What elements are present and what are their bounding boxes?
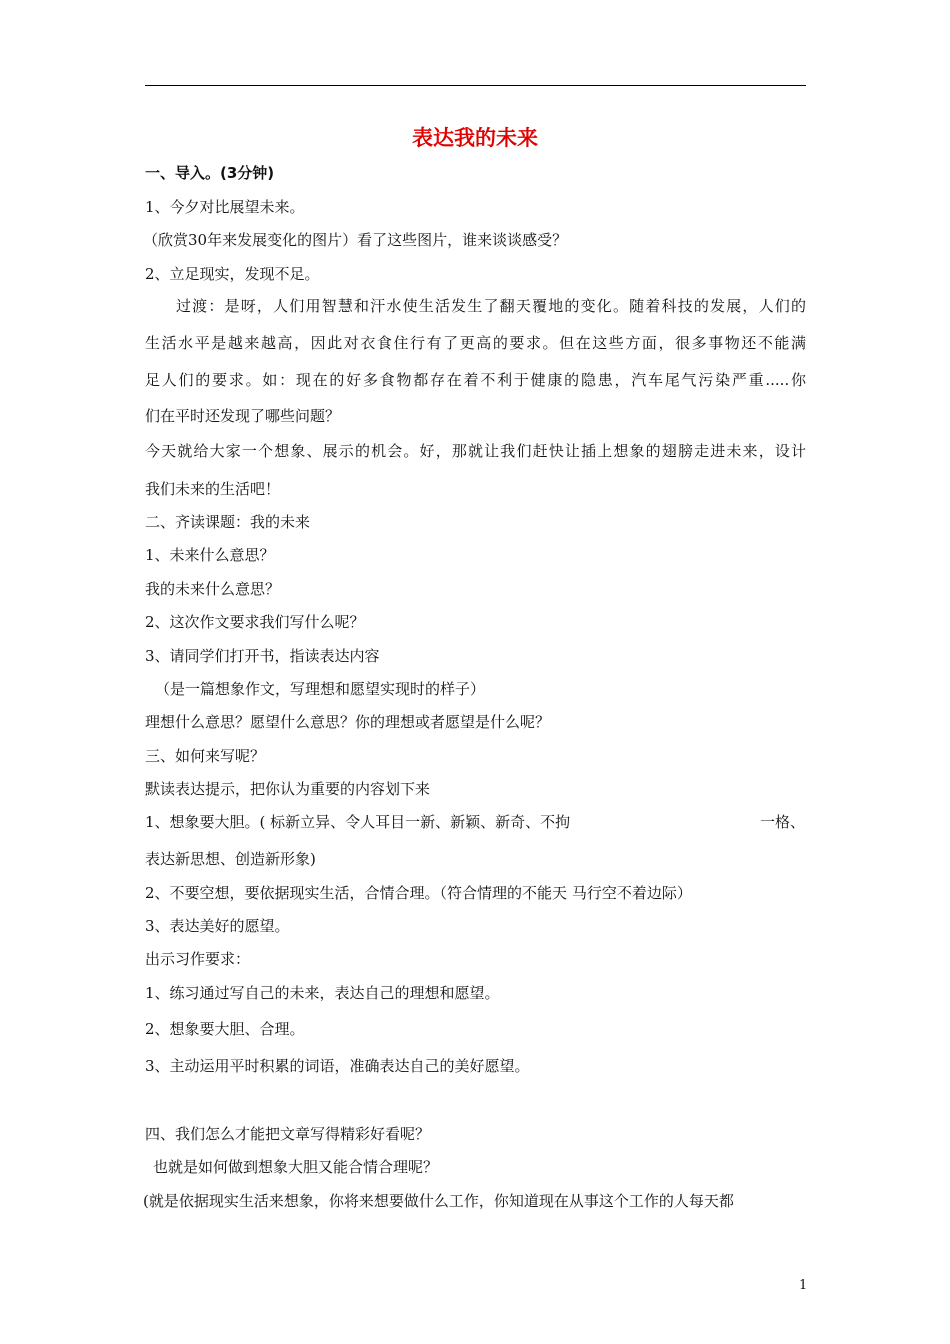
paragraph-line: 1、练习通过写自己的未来，表达自己的理想和愿望。 [145,984,500,1002]
paragraph-line: 1、未来什么意思？ [145,546,275,564]
paragraph-line: 我们未来的生活吧！ [145,480,281,498]
paragraph-line: 1、今夕对比展望未来。 [145,198,305,216]
header-rule [145,85,806,86]
paragraph-line: 过渡：是呀，人们用智慧和汗水使生活发生了翻天覆地的变化。随着科技的发展，人们的 [176,297,806,315]
paragraph-line: 足人们的要求。如：现在的好多食物都存在着不利于健康的隐患，汽车尾气污染严重.....你 [145,371,806,389]
paragraph-line: 理想什么意思？愿望什么意思？你的理想或者愿望是什么呢？ [145,713,551,731]
paragraph-line-tail: 一格、 [760,813,806,831]
paragraph-line: 2、想象要大胆、合理。 [145,1020,305,1038]
section-heading-how-to-write: 四、我们怎么才能把文章写得精彩好看呢？ [145,1125,431,1143]
document-title: 表达我的未来 [412,126,538,150]
paragraph-line: 们在平时还发现了哪些问题？ [145,407,341,425]
paragraph-line: 2、立足现实，发现不足。 [145,265,320,283]
paragraph-line: 2、这次作文要求我们写什么呢？ [145,613,365,631]
paragraph-line: 也就是如何做到想象大胆又能合情合理呢？ [153,1158,439,1176]
section-heading-how: 三、如何来写呢？ [145,747,266,765]
paragraph-line: 生活水平是越来越高，因此对衣食住行有了更高的要求。但在这些方面，很多事物还不能满 [145,334,806,352]
section-heading-read: 二、齐读课题：我的未来 [145,513,311,531]
paragraph-line: 默读表达提示，把你认为重要的内容划下来 [145,780,431,798]
paragraph-line: （欣赏30年来发展变化的图片）看了这些图片，谁来谈谈感受？ [143,231,568,249]
paragraph-line: 出示习作要求： [145,950,251,968]
paragraph-line: （是一篇想象作文，写理想和愿望实现时的样子） [155,680,486,698]
paragraph-line: 我的未来什么意思？ [145,580,281,598]
paragraph-line: 3、表达美好的愿望。 [145,917,290,935]
paragraph-line: 2、不要空想，要依据现实生活，合情合理。（符合情理的不能天 马行空不着边际） [145,884,692,902]
paragraph-line: 今天就给大家一个想象、展示的机会。好，那就让我们赶快让插上想象的翅膀走进未来，设计 [145,442,806,460]
paragraph-line: 表达新思想、创造新形象) [145,850,316,868]
page-number: 1 [799,1278,808,1293]
paragraph-line: (就是依据现实生活来想象，你将来想要做什么工作，你知道现在从事这个工作的人每天都 [143,1192,734,1210]
section-heading-intro: 一、导入。(3分钟) [145,164,275,182]
paragraph-line: 3、主动运用平时积累的词语，准确表达自己的美好愿望。 [145,1057,530,1075]
paragraph-line: 3、请同学们打开书，指读表达内容 [145,647,380,665]
paragraph-line: 1、想象要大胆。( 标新立异、令人耳目一新、新颖、新奇、不拘 [145,813,571,831]
